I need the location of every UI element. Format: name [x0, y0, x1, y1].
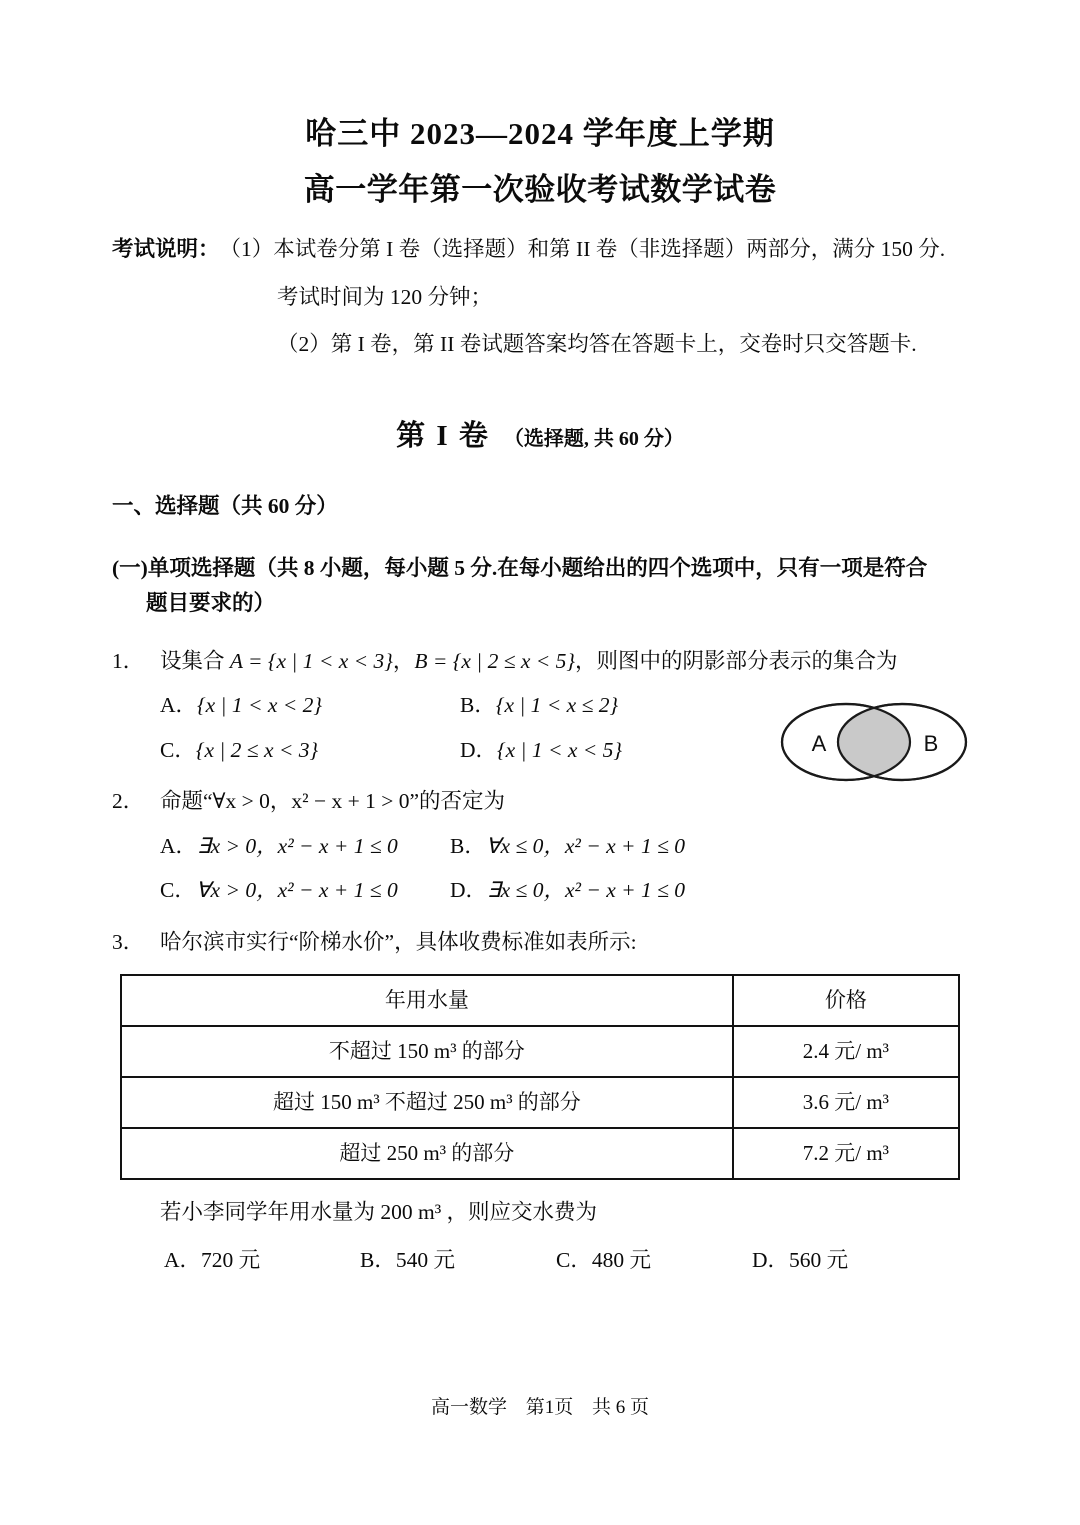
question-1-option-a-text: {x | 1 < x < 2} — [197, 693, 322, 718]
question-2-option-b-label: B． — [450, 833, 486, 858]
table-header-price: 价格 — [733, 975, 959, 1026]
question-1-stem-prefix: 设集合 — [160, 648, 230, 673]
instruction-item-1: （1）本试卷分第 I 卷（选择题）和第 II 卷（非选择题）两部分，满分 150 分. — [219, 237, 946, 261]
question-1-option-b-text: {x | 1 < x ≤ 2} — [495, 693, 619, 718]
question-2-number: 2． — [112, 789, 145, 814]
question-1-option-b-label: B． — [460, 693, 496, 718]
question-3-text: 哈尔滨市实行“阶梯水价”，具体收费标准如表所示: — [160, 929, 637, 954]
question-3 — [112, 929, 968, 1272]
question-2-option-c[interactable] — [160, 880, 450, 902]
question-2 — [112, 791, 968, 902]
instruction-row-1b — [112, 284, 968, 309]
question-3-stem — [112, 929, 968, 954]
table-cell-usage-2: 超过 150 m³ 不超过 250 m³ 的部分 — [121, 1077, 733, 1128]
question-3-tail: 若小李同学年用水量为 200 m³ ，则应交水费为 — [160, 1200, 598, 1225]
subsection-heading-line-2: 题目要求的） — [146, 590, 276, 615]
page-title — [112, 0, 968, 206]
question-3-option-b[interactable] — [360, 1247, 556, 1272]
question-1-text — [160, 648, 968, 673]
instruction-item-1b: 考试时间为 120 分钟； — [277, 284, 493, 309]
question-3-options — [112, 1247, 968, 1272]
instructions-label: 考试说明： — [112, 237, 220, 261]
page-footer — [0, 1398, 1080, 1417]
question-2-option-a-label: A． — [160, 833, 198, 858]
subsection-heading-single-choice — [112, 551, 968, 621]
question-2-option-b-text: ∀x ≤ 0，x² − x + 1 ≤ 0 — [485, 833, 685, 858]
question-2-option-row-1 — [160, 833, 968, 858]
section-heading-choice: 一、选择题（共 60 分） — [112, 493, 338, 518]
question-2-option-d-label: D． — [450, 878, 488, 903]
question-2-option-a-text: ∃x > 0，x² − x + 1 ≤ 0 — [197, 833, 398, 858]
question-2-text: 命题“∀x > 0，x² − x + 1 > 0”的否定为 — [160, 789, 506, 814]
question-1-set-b: B = {x | 2 ≤ x < 5} — [414, 648, 576, 673]
question-1-comma: ， — [392, 648, 415, 673]
water-price-table — [120, 974, 960, 1180]
question-1 — [112, 648, 968, 762]
question-1-option-c-text: {x | 2 ≤ x < 3} — [195, 737, 319, 762]
table-cell-price-2: 3.6 元/ m³ — [733, 1077, 959, 1128]
question-1-number: 1． — [112, 648, 145, 673]
question-2-option-c-label: C． — [160, 878, 196, 903]
question-2-option-row-2 — [160, 880, 968, 902]
venn-label-b: B — [923, 731, 939, 757]
question-3-option-d-text: 560 元 — [789, 1247, 849, 1272]
question-3-option-c-label: C． — [556, 1247, 592, 1272]
table-header-row — [121, 975, 959, 1026]
question-3-option-b-label: B． — [360, 1247, 396, 1272]
venn-diagram-svg — [774, 697, 974, 787]
question-1-options — [112, 695, 968, 761]
part-subtitle: （选择题, 共 60 分） — [503, 427, 684, 450]
question-1-option-a[interactable] — [160, 695, 460, 717]
question-1-option-d-text: {x | 1 < x < 5} — [497, 737, 622, 762]
question-3-option-d-label: D． — [752, 1247, 790, 1272]
question-3-number: 3． — [112, 929, 145, 954]
question-3-option-c[interactable] — [556, 1247, 752, 1272]
question-2-option-d[interactable] — [450, 880, 685, 902]
table-header-usage: 年用水量 — [121, 975, 733, 1026]
question-2-option-a[interactable] — [160, 833, 450, 858]
venn-diagram — [774, 697, 974, 787]
table-cell-price-3: 7.2 元/ m³ — [733, 1128, 959, 1179]
question-1-stem — [112, 648, 968, 673]
title-line-2: 高一学年第一次验收考试数学试卷 — [303, 172, 777, 208]
table-row — [121, 1128, 959, 1179]
part-title: 第 I 卷 — [396, 419, 490, 452]
table-cell-price-1: 2.4 元/ m³ — [733, 1026, 959, 1077]
question-3-option-a-label: A． — [164, 1247, 202, 1272]
question-2-option-b[interactable] — [450, 833, 685, 858]
question-1-set-a: A = {x | 1 < x < 3} — [229, 648, 393, 673]
question-2-option-c-text: ∀x > 0，x² − x + 1 ≤ 0 — [195, 878, 398, 903]
question-3-option-b-text: 540 元 — [395, 1247, 455, 1272]
question-2-option-d-text: ∃x ≤ 0，x² − x + 1 ≤ 0 — [487, 878, 686, 903]
footer-subject: 高一数学 — [430, 1397, 507, 1418]
question-3-option-d[interactable] — [752, 1247, 948, 1272]
question-3-option-a-text: 720 元 — [201, 1247, 261, 1272]
instruction-item-2: （2）第 I 卷，第 II 卷试题答案均答在答题卡上，交卷时只交答题卡. — [277, 332, 917, 356]
instruction-row-2 — [112, 334, 968, 356]
title-line-1: 哈三中 2023—2024 学年度上学期 — [305, 116, 775, 151]
question-1-option-c[interactable] — [160, 737, 460, 762]
venn-label-a: A — [811, 731, 827, 757]
footer-page-number: 第1页 — [525, 1397, 574, 1418]
instruction-row-1 — [112, 239, 968, 261]
exam-instructions — [112, 239, 968, 356]
question-1-option-b[interactable] — [460, 695, 618, 717]
part-header — [112, 413, 968, 454]
table-row — [121, 1026, 959, 1077]
question-2-stem — [112, 791, 968, 813]
question-3-option-a[interactable] — [164, 1247, 360, 1272]
footer-total-pages: 共 6 页 — [592, 1397, 650, 1418]
table-cell-usage-3: 超过 250 m³ 的部分 — [121, 1128, 733, 1179]
question-1-option-c-label: C． — [160, 737, 196, 762]
question-1-option-d[interactable] — [460, 737, 622, 762]
table-cell-usage-1: 不超过 150 m³ 的部分 — [121, 1026, 733, 1077]
table-row — [121, 1077, 959, 1128]
question-2-options — [112, 833, 968, 903]
question-1-option-d-label: D． — [460, 737, 498, 762]
question-1-stem-suffix: ，则图中的阴影部分表示的集合为 — [575, 648, 898, 673]
question-3-option-c-text: 480 元 — [591, 1247, 651, 1272]
question-1-option-a-label: A． — [160, 693, 198, 718]
subsection-heading-line-1: (一)单项选择题（共 8 小题，每小题 5 分.在每小题给出的四个选项中，只有一项是符合 — [112, 556, 928, 580]
